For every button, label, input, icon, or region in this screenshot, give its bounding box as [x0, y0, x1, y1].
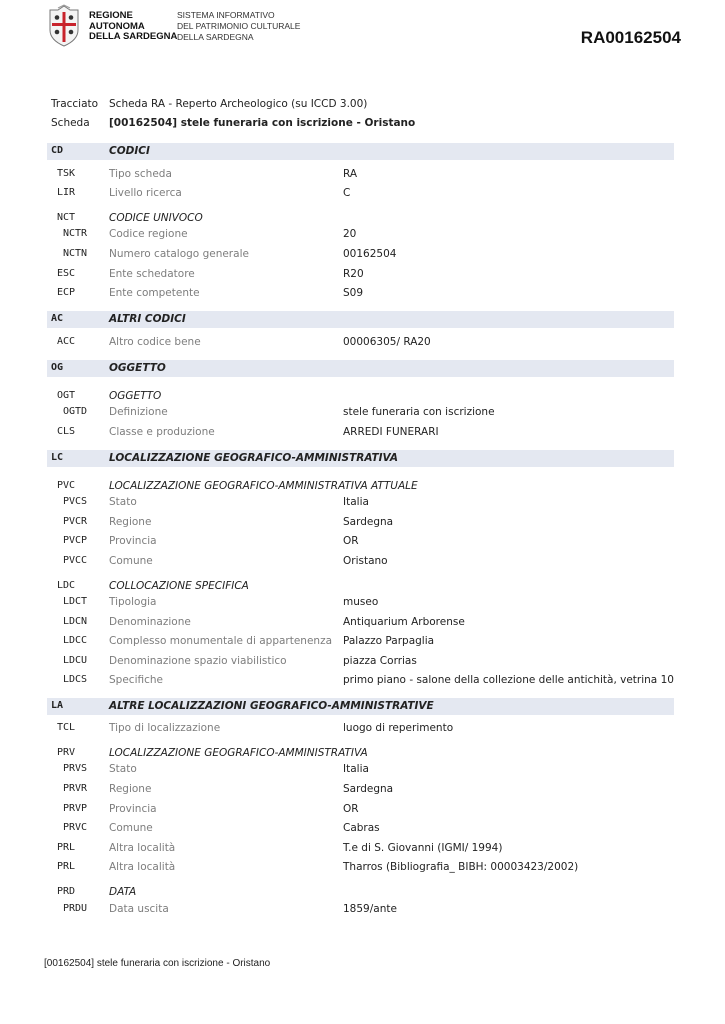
field-value: Tharros (Bibliografia_ BIBH: 00003423/2002) — [343, 861, 579, 873]
field-label: Ente competente — [109, 287, 200, 299]
field-value: museo — [343, 596, 379, 608]
section-header — [47, 311, 674, 328]
field-code: TCL — [57, 722, 76, 733]
field-value: R20 — [343, 268, 364, 280]
field-row — [0, 187, 725, 201]
field-value: 00162504 — [343, 248, 397, 260]
field-code: ACC — [57, 336, 76, 347]
field-value: Italia — [343, 496, 369, 508]
field-row — [0, 903, 725, 917]
field-row — [0, 496, 725, 510]
field-value: luogo di reperimento — [343, 722, 454, 734]
tracciato-value: Scheda RA - Reperto Archeologico (su ICCD 3.00) — [109, 98, 368, 110]
field-code: NCTN — [63, 248, 88, 259]
field-label: Definizione — [109, 406, 168, 418]
field-value: T.e di S. Giovanni (IGMI/ 1994) — [343, 842, 503, 854]
field-code: PVCR — [63, 516, 88, 527]
field-value: ARREDI FUNERARI — [343, 426, 439, 438]
tracciato-label: Tracciato — [51, 98, 99, 110]
field-row — [0, 268, 725, 282]
section-code: LA — [51, 700, 64, 711]
field-row — [0, 287, 725, 301]
field-code: PRL — [57, 861, 76, 872]
field-value: Italia — [343, 763, 369, 775]
field-code: PRVR — [63, 783, 88, 794]
field-value: stele funeraria con iscrizione — [343, 406, 495, 418]
field-label: Comune — [109, 822, 153, 834]
field-code: NCTR — [63, 228, 88, 239]
field-label: Classe e produzione — [109, 426, 215, 438]
field-value: Cabras — [343, 822, 380, 834]
field-value: Oristano — [343, 555, 388, 567]
scheda-value: [00162504] stele funeraria con iscrizione - Oristano — [109, 117, 416, 129]
subsection-title: COLLOCAZIONE SPECIFICA — [109, 580, 249, 592]
field-value: 20 — [343, 228, 357, 240]
field-row — [0, 516, 725, 530]
section-code: LC — [51, 452, 64, 463]
field-label: Stato — [109, 763, 137, 775]
field-row — [0, 426, 725, 440]
section-title: LOCALIZZAZIONE GEOGRAFICO-AMMINISTRATIVA — [109, 452, 399, 464]
subsection-row — [0, 480, 725, 494]
field-row — [0, 635, 725, 649]
field-code: PRDU — [63, 903, 88, 914]
field-code: PRVS — [63, 763, 88, 774]
field-label: Specifiche — [109, 674, 163, 686]
field-label: Numero catalogo generale — [109, 248, 249, 260]
field-row — [0, 822, 725, 836]
field-row — [0, 168, 725, 182]
section-title: ALTRI CODICI — [109, 313, 186, 325]
field-code: PVC — [57, 480, 76, 491]
field-row — [0, 616, 725, 630]
field-label: Altra località — [109, 861, 176, 873]
field-code: OGT — [57, 390, 76, 401]
field-code: LDCC — [63, 635, 88, 646]
section-header — [47, 360, 674, 377]
field-code: OGTD — [63, 406, 88, 417]
field-row — [0, 722, 725, 736]
field-value: Sardegna — [343, 516, 394, 528]
field-code: PVCP — [63, 535, 88, 546]
field-label: Codice regione — [109, 228, 188, 240]
section-header — [47, 698, 674, 715]
field-row — [0, 783, 725, 797]
field-row — [0, 674, 725, 688]
field-row — [0, 842, 725, 856]
field-row — [0, 406, 725, 420]
subsection-title: DATA — [109, 886, 137, 898]
field-label: Regione — [109, 783, 152, 795]
field-label: Denominazione spazio viabilistico — [109, 655, 287, 667]
field-code: LDC — [57, 580, 76, 591]
field-value: RA — [343, 168, 358, 180]
field-value: primo piano - salone della collezione delle antichità, vetrina 10 — [343, 674, 674, 686]
section-title: OGGETTO — [109, 362, 166, 374]
subsection-row — [0, 390, 725, 404]
field-label: Stato — [109, 496, 137, 508]
field-code: PRVC — [63, 822, 88, 833]
field-value: 1859/ante — [343, 903, 397, 915]
field-code: PRV — [57, 747, 76, 758]
field-code: PRD — [57, 886, 76, 897]
field-code: ESC — [57, 268, 76, 279]
field-row — [0, 248, 725, 262]
field-value: 00006305/ RA20 — [343, 336, 431, 348]
field-label: Provincia — [109, 535, 157, 547]
field-code: ECP — [57, 287, 76, 298]
field-label: Comune — [109, 555, 153, 567]
field-label: Tipo di localizzazione — [109, 722, 221, 734]
region-name: REGIONE AUTONOMA DELLA SARDEGNA — [89, 10, 178, 42]
section-title: ALTRE LOCALIZZAZIONI GEOGRAFICO-AMMINISTRATIVE — [109, 700, 434, 712]
field-code: TSK — [57, 168, 76, 179]
field-code: PVCS — [63, 496, 88, 507]
field-label: Data uscita — [109, 903, 169, 915]
page-footer: [00162504] stele funeraria con iscrizione - Oristano — [44, 958, 271, 969]
field-value: OR — [343, 535, 359, 547]
record-code: RA00162504 — [580, 28, 681, 47]
field-code: LDCU — [63, 655, 88, 666]
field-row — [0, 655, 725, 669]
subsection-row — [0, 747, 725, 761]
field-row — [0, 763, 725, 777]
field-code: PRVP — [63, 803, 88, 814]
section-code: OG — [51, 362, 64, 373]
section-header — [47, 143, 674, 160]
field-value: piazza Corrias — [343, 655, 417, 667]
field-label: Complesso monumentale di appartenenza — [109, 635, 333, 647]
field-code: LIR — [57, 187, 76, 198]
field-value: Palazzo Parpaglia — [343, 635, 435, 647]
field-code: LDCT — [63, 596, 88, 607]
field-code: LDCN — [63, 616, 88, 627]
field-label: Livello ricerca — [109, 187, 182, 199]
field-label: Altra località — [109, 842, 176, 854]
field-code: NCT — [57, 212, 76, 223]
section-code: CD — [51, 145, 64, 156]
subsection-row — [0, 886, 725, 900]
field-label: Regione — [109, 516, 152, 528]
section-title: CODICI — [109, 145, 150, 157]
field-row — [0, 803, 725, 817]
subsection-title: OGGETTO — [109, 390, 162, 402]
field-row — [0, 535, 725, 549]
field-row — [0, 596, 725, 610]
field-label: Tipo scheda — [109, 168, 172, 180]
field-row — [0, 228, 725, 242]
subsection-title: LOCALIZZAZIONE GEOGRAFICO-AMMINISTRATIVA — [109, 747, 368, 759]
field-value: Antiquarium Arborense — [343, 616, 465, 628]
subsection-row — [0, 580, 725, 594]
section-code: AC — [51, 313, 64, 324]
scheda-label: Scheda — [51, 117, 90, 129]
field-value: Sardegna — [343, 783, 394, 795]
field-label: Ente schedatore — [109, 268, 195, 280]
field-code: LDCS — [63, 674, 88, 685]
system-name: SISTEMA INFORMATIVO DEL PATRIMONIO CULTURALE DELLA SARDEGNA — [177, 10, 301, 42]
field-label: Denominazione — [109, 616, 191, 628]
subsection-title: CODICE UNIVOCO — [109, 212, 203, 224]
field-row — [0, 336, 725, 350]
section-header — [47, 450, 674, 467]
subsection-title: LOCALIZZAZIONE GEOGRAFICO-AMMINISTRATIVA ATTUALE — [109, 480, 418, 492]
field-code: PRL — [57, 842, 76, 853]
field-label: Provincia — [109, 803, 157, 815]
field-row — [0, 555, 725, 569]
field-label: Tipologia — [109, 596, 157, 608]
field-code: CLS — [57, 426, 76, 437]
field-code: PVCC — [63, 555, 88, 566]
field-value: OR — [343, 803, 359, 815]
subsection-row — [0, 212, 725, 226]
field-value: S09 — [343, 287, 364, 299]
field-label: Altro codice bene — [109, 336, 201, 348]
field-row — [0, 861, 725, 875]
field-value: C — [343, 187, 351, 199]
